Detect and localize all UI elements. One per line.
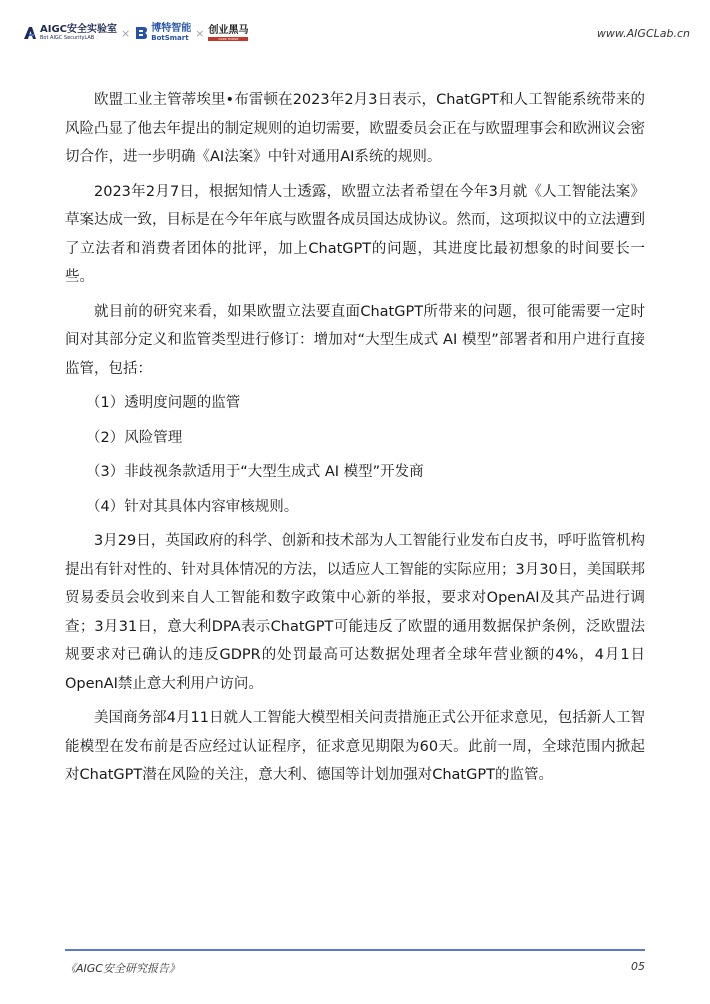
page-header	[23, 22, 690, 44]
aigc-lab-subname: Bot AIGC SecurityLAB	[40, 35, 95, 41]
botsmart-logo	[134, 22, 191, 44]
darkhorse-logo	[208, 22, 248, 44]
botsmart-name: 博特智能	[151, 23, 192, 34]
page-number: 05	[631, 960, 645, 973]
list-item: （3）非歧视条款适用于“大型生成式 AI 模型”开发商	[86, 464, 424, 480]
document-body	[65, 86, 645, 796]
botsmart-subname: BotSmart	[151, 34, 189, 42]
paragraph: 2023年2月7日，根据知情人士透露，欧盟立法者希望在今年3月就《人工智能法案》草案达成一致，目标是在今年年底与欧盟各成员国达成协议。然而，这项拟议中的立法遭到了立法者和消费者团体的批评，加上ChatGPT的问题，其进度比最初想象的时间要长一些。	[65, 183, 645, 285]
paragraph: 就目前的研究来看，如果欧盟立法要直面ChatGPT所带来的问题，很可能需要一定时间对其部分定义和监管类型进行修订：增加对“大型生成式 AI 模型”部署者和用户进行直接监管，包括：	[65, 303, 645, 377]
botsmart-mark-icon	[134, 26, 148, 40]
list-item: （2）风险管理	[86, 429, 183, 446]
footer-divider	[65, 949, 645, 951]
cross-separator-2: ×	[195, 26, 205, 40]
list-item: （1）透明度问题的监管	[86, 395, 241, 411]
paragraph: 3月29日，英国政府的科学、创新和技术部为人工智能行业发布白皮书，呼吁监管机构提出有针对性的、针对具体情况的方法，以适应人工智能的实际应用；3月30日，美国联邦贸易委员会收到来自人工智能和数字政策中心新的举报，要求对OpenAI及其产品进行调查；3月31日，意大利DPA表示ChatGPT可能违反了欧盟的通用数据保护条例，泛欧盟法规要求对已确认的违反GDPR的处罚最高可达数据处理者全球年营业额的4%，4月1日OpenAI禁止意大利用户访问。	[65, 533, 645, 692]
aigc-lab-logo	[23, 22, 117, 44]
aigc-lab-name: AIGC安全实验室	[40, 24, 118, 35]
darkhorse-subname: DARK HORSE	[208, 37, 248, 41]
paragraph: 美国商务部4月11日就人工智能大模型相关问责措施正式公开征求意见，包括新人工智能模型在发布前是否应经过认证程序，征求意见期限为60天。此前一周，全球范围内掀起对ChatGPT潜在风险的关注，意大利、德国等计划加强对ChatGPT的监管。	[65, 710, 645, 783]
darkhorse-name: 创业黑马	[208, 24, 249, 36]
paragraph: 欧盟工业主管蒂埃里•布雷顿在2023年2月3日表示，ChatGPT和人工智能系统带来的风险凸显了他去年提出的制定规则的迫切需要，欧盟委员会正在与欧盟理事会和欧洲议会密切合作，进一步明确《AI法案》中针对通用AI系统的规则。	[65, 92, 645, 165]
site-url[interactable]: www.AIGCLab.cn	[596, 26, 690, 40]
list-item: （4）针对其具体内容审核规则。	[86, 498, 299, 515]
cross-separator: ×	[121, 26, 131, 40]
report-title: 《AIGC安全研究报告》	[65, 962, 180, 975]
aigc-lab-mark-icon	[23, 26, 37, 40]
